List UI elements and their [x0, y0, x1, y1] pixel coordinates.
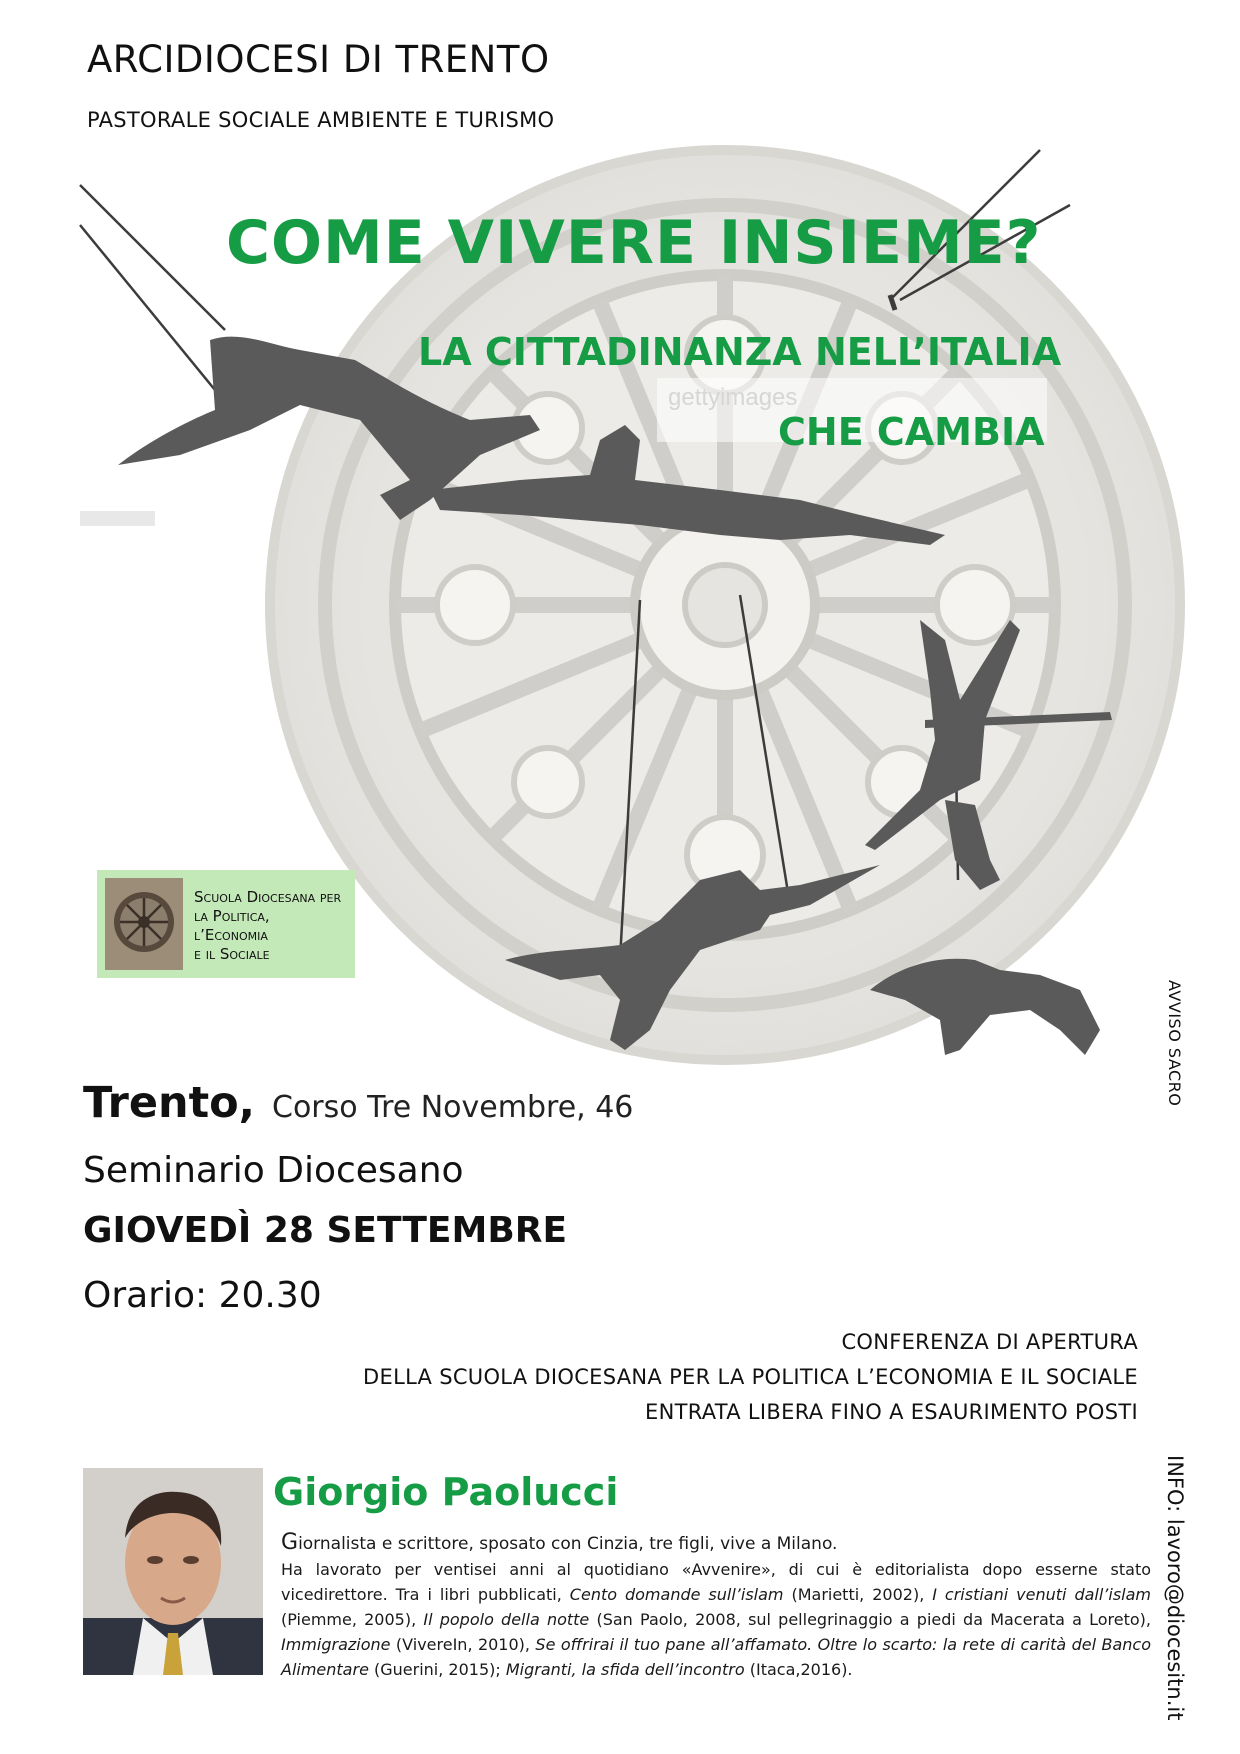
school-logo-line: Scuola Diocesana per: [194, 888, 342, 906]
book-publisher: (VivereIn, 2010),: [390, 1635, 536, 1654]
speaker-name: Giorgio Paolucci: [273, 1470, 619, 1514]
book-publisher: (Piemme, 2005),: [281, 1610, 424, 1629]
conference-line-1: CONFERENZA DI APERTURA: [841, 1330, 1138, 1354]
school-logo-line: la Politica,: [194, 907, 270, 925]
school-logo-line: l’Economia: [194, 926, 268, 944]
event-date: GIOVEDÌ 28 SETTEMBRE: [83, 1210, 568, 1251]
event-city: Trento,: [83, 1078, 256, 1128]
avviso-sacro-label: AVVISO SACRO: [1165, 980, 1184, 1107]
bio-text: Ha lavorato per ventisei anni al quotidiano «Avvenire», di cui è editorialista dopo esserne stato vicedirettore. Tra i libri pubblicati,: [281, 1560, 1151, 1604]
organization-subtitle: PASTORALE SOCIALE AMBIENTE E TURISMO: [87, 108, 555, 132]
rose-window-thumbnail: [105, 878, 183, 970]
book-title: Migranti, la sfida dell’incontro: [505, 1660, 745, 1679]
school-logo-text: [194, 888, 341, 964]
book-title: Immigrazione: [281, 1635, 391, 1654]
organization-title: ARCIDIOCESI DI TRENTO: [87, 38, 550, 81]
book-title: Se offrirai il tuo pane all’affamato. Oltre lo scarto: la rete di carità del Banco Alimentare: [281, 1635, 1151, 1679]
event-subtitle-line-1: LA CITTADINANZA NELL’ITALIA: [418, 330, 1062, 374]
bio-initial: G: [281, 1530, 299, 1555]
book-title: I cristiani venuti dall’islam: [932, 1585, 1152, 1604]
book-title: Il popolo della notte: [423, 1610, 590, 1629]
book-publisher: (Guerini, 2015);: [368, 1660, 506, 1679]
watermark-text: gettyimages: [668, 384, 798, 411]
event-venue: Seminario Diocesano: [83, 1150, 464, 1191]
book-publisher: (Itaca,2016).: [744, 1660, 853, 1679]
bio-first-line: [281, 1530, 1151, 1557]
school-logo: [97, 870, 355, 978]
book-title: Cento domande sull’islam: [569, 1585, 784, 1604]
event-title: COME VIVERE INSIEME?: [226, 208, 1042, 278]
speaker-photo: [83, 1468, 263, 1675]
conference-line-3: ENTRATA LIBERA FINO A ESAURIMENTO POSTI: [645, 1400, 1138, 1424]
event-subtitle-line-2: CHE CAMBIA: [778, 410, 1045, 454]
bio-paragraph: [281, 1557, 1151, 1682]
speaker-bio: [281, 1530, 1151, 1682]
book-publisher: (San Paolo, 2008, sul pellegrinaggio a piedi da Macerata a Loreto),: [589, 1610, 1151, 1629]
school-logo-line: e il Sociale: [194, 945, 270, 963]
event-time: Orario: 20.30: [83, 1275, 322, 1316]
info-contact: INFO: lavoro@diocesitn.it: [1163, 1455, 1187, 1721]
book-publisher: (Marietti, 2002),: [783, 1585, 933, 1604]
conference-line-2: DELLA SCUOLA DIOCESANA PER LA POLITICA L’ECONOMIA E IL SOCIALE: [363, 1365, 1138, 1389]
watermark-tag: [80, 511, 155, 526]
event-address: Corso Tre Novembre, 46: [272, 1090, 634, 1125]
bio-line-1: iornalista e scrittore, sposato con Cinzia, tre figli, vive a Milano.: [298, 1534, 838, 1554]
